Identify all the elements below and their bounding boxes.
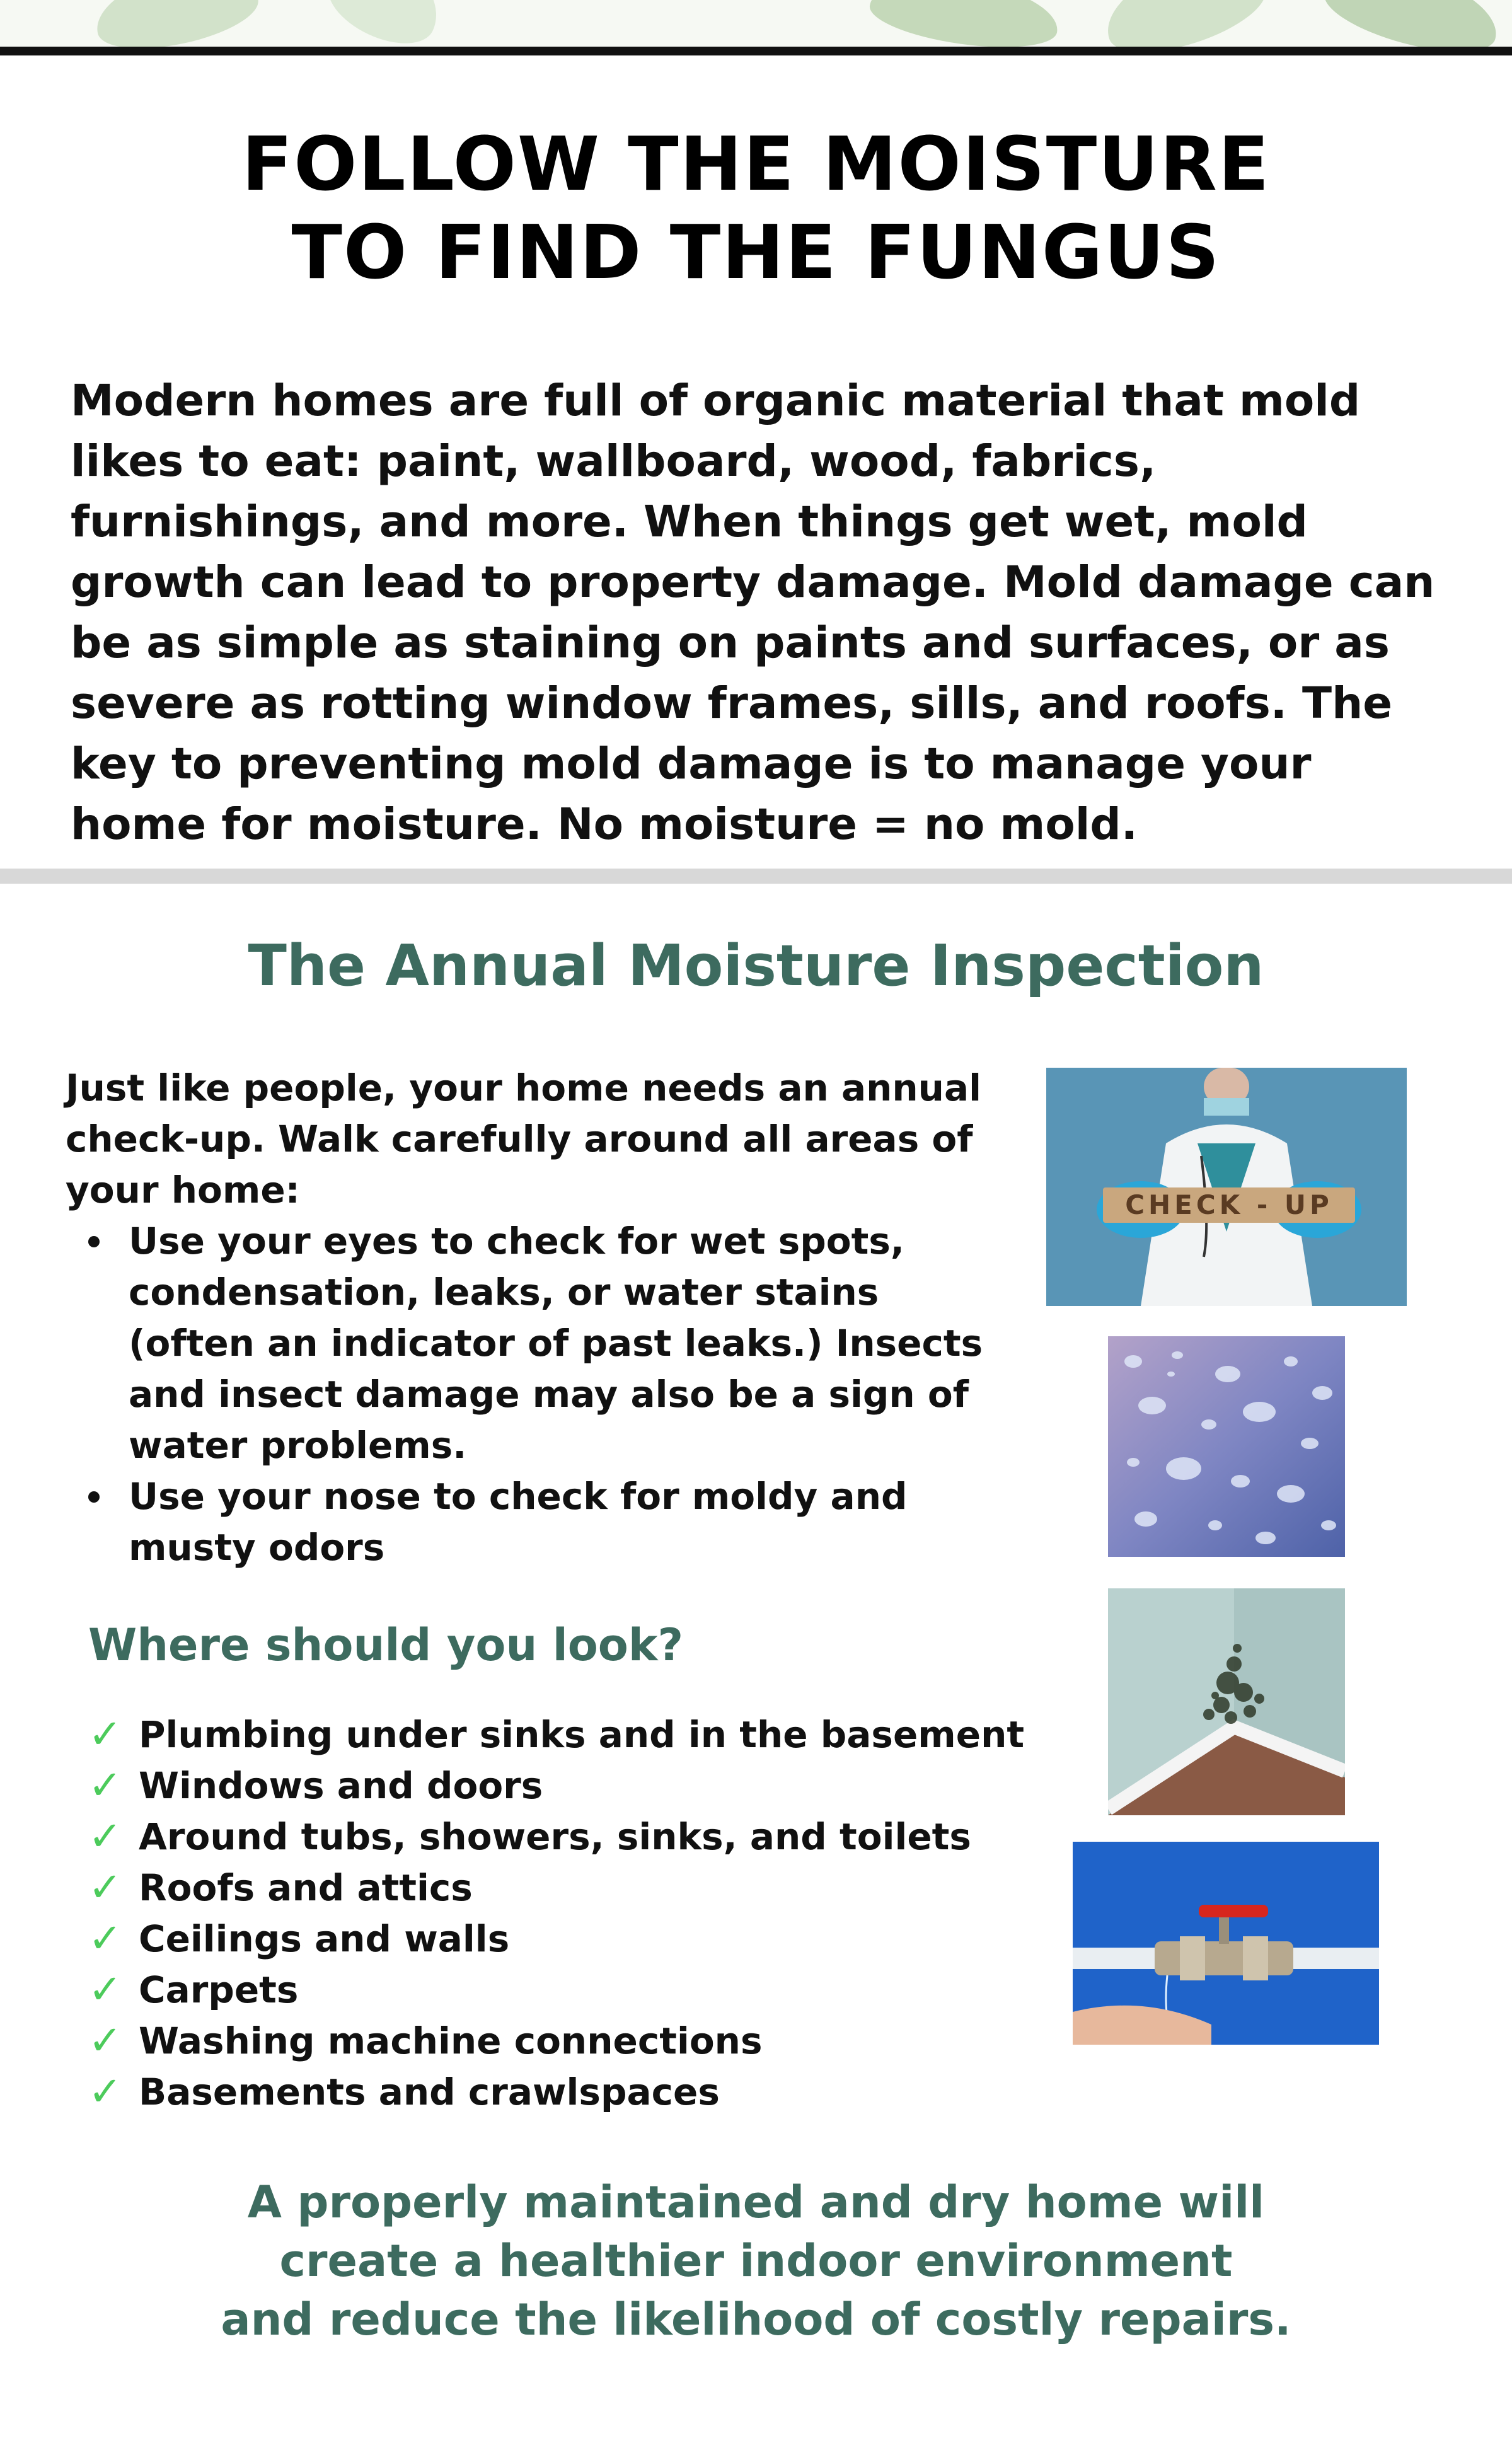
look-item (88, 1965, 1024, 2016)
check-mark-icon: ✓ (88, 2069, 122, 2115)
look-item (88, 2016, 1024, 2067)
check-mark-icon: ✓ (88, 1967, 122, 2013)
check-mark-icon: ✓ (88, 1915, 122, 1962)
look-item (88, 1760, 1024, 1811)
inspection-bullet-list (66, 1216, 992, 1573)
look-item-label: Around tubs, showers, sinks, and toilets (139, 1815, 971, 1858)
look-item (88, 1863, 1024, 1914)
check-mark-icon: ✓ (88, 1762, 122, 1809)
look-item-label: Ceilings and walls (139, 1917, 510, 1960)
checkup-sign-text: CHECK - UP (1125, 1189, 1333, 1220)
look-item (88, 2067, 1024, 2118)
intro-paragraph: Modern homes are full of organic material that mold likes to eat: paint, wallboard, wood, fabrics, furnishings, and more. When things get wet, mold growth can lead to property damage. Mold damage can be as simple as staining on paints and surfaces, or as severe as rotting window frames, sills, and roofs. The key to preventing mold damage is to manage your home for moisture. No moisture = no mold. (71, 376, 1435, 850)
closing-line-3: and reduce the likelihood of costly repairs. (221, 2294, 1291, 2345)
check-mark-icon: ✓ (88, 1864, 122, 1911)
mold-corner-photo (1108, 1588, 1345, 1815)
check-mark-icon: ✓ (88, 2018, 122, 2064)
leaf-banner-image (0, 0, 1512, 47)
look-item-label: Washing machine connections (139, 2019, 763, 2062)
closing-line-2: create a healthier indoor environment (279, 2235, 1233, 2287)
look-item-label: Plumbing under sinks and in the basement (139, 1713, 1025, 1756)
where-to-look-heading: Where should you look? (88, 1619, 684, 1671)
look-item-label: Basements and crawlspaces (139, 2071, 720, 2113)
inspection-heading: The Annual Moisture Inspection (248, 933, 1264, 999)
check-mark-icon: ✓ (88, 1813, 122, 1860)
look-item-label: Roofs and attics (139, 1866, 473, 1909)
closing-statement (0, 2173, 1512, 2349)
look-item-label: Windows and doors (139, 1764, 543, 1807)
check-mark-icon: ✓ (88, 1711, 122, 1758)
inspection-lead: Just like people, your home needs an annual check-up. Walk carefully around all areas of your home: (66, 1066, 981, 1211)
look-item (88, 1914, 1024, 1965)
doctor-checkup-photo (1046, 1068, 1407, 1306)
top-divider (0, 47, 1512, 55)
bullet-item-nose: Use your nose to check for moldy and musty odors (129, 1471, 992, 1573)
section-divider (0, 869, 1512, 884)
inspection-body (66, 1063, 992, 1573)
title-line-2: TO FIND THE FUNGUS (291, 209, 1221, 296)
page-title (0, 120, 1512, 296)
closing-line-1: A properly maintained and dry home will (247, 2176, 1265, 2228)
look-item (88, 1709, 1024, 1760)
water-droplets-photo (1108, 1336, 1345, 1557)
look-item-label: Carpets (139, 1968, 299, 2011)
bullet-item-eyes: Use your eyes to check for wet spots, condensation, leaks, or water stains (often an indicator of past leaks.) Insects and insect damage may also be a sign of water problems. (129, 1216, 992, 1471)
leaking-pipe-photo (1073, 1842, 1379, 2045)
look-item (88, 1811, 1024, 1863)
title-line-1: FOLLOW THE MOISTURE (241, 120, 1271, 207)
where-to-look-list (88, 1709, 1024, 2118)
